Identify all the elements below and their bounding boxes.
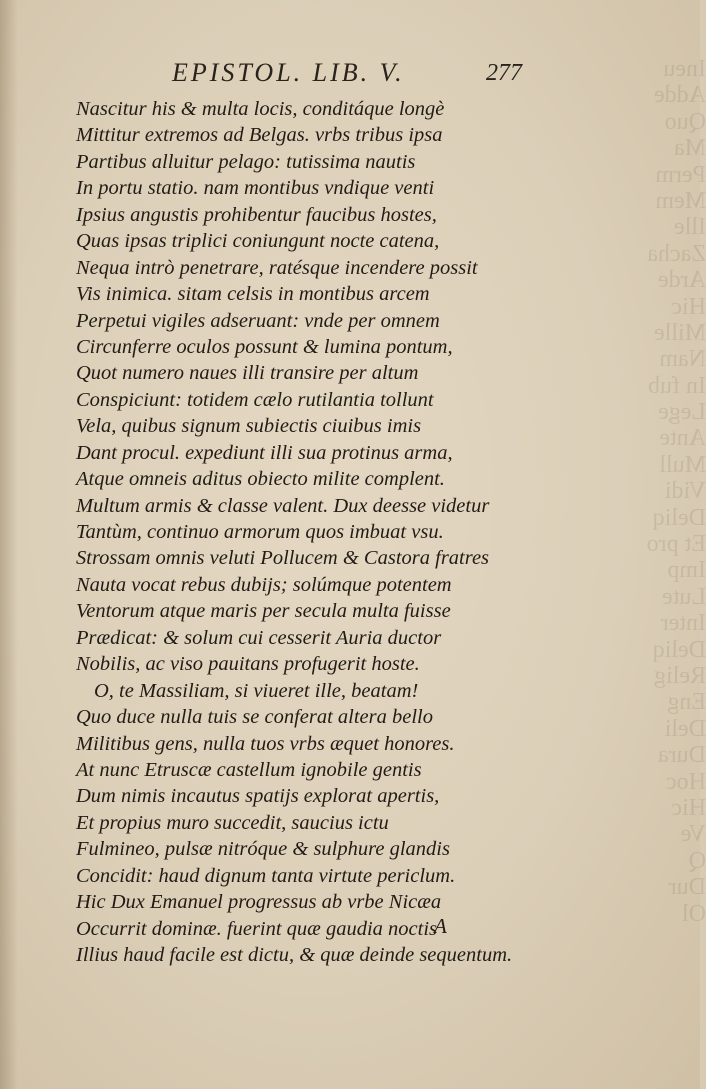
verse-line: Vela, quibus signum subiectis ciuibus imis bbox=[76, 415, 422, 438]
verse-line: Hic Dux Emanuel progressus ab vrbe Nicæa bbox=[76, 891, 442, 914]
verse-line: O, te Massiliam, si viueret ille, beatam! bbox=[94, 679, 419, 702]
running-head bbox=[0, 58, 700, 92]
verse-line: Perpetui vigiles adseruant: vnde per omnem bbox=[76, 309, 440, 332]
catchword: A bbox=[434, 914, 447, 938]
verse-line: Ventorum atque maris per secula multa fuisse bbox=[76, 600, 451, 623]
verse-line: In portu statio. nam montibus vndique venti bbox=[76, 177, 435, 200]
running-title: EPISTOL. LIB. V. bbox=[172, 58, 405, 87]
verse-line: Strossam omnis veluti Pollucem & Castora fratres bbox=[76, 547, 490, 570]
verse-line: Illius haud facile est dictu, & quæ deinde sequentum. bbox=[76, 944, 513, 966]
verse-line: Prædicat: & solum cui cesserit Auria ductor bbox=[76, 626, 442, 649]
gutter-shadow bbox=[0, 0, 18, 1089]
show-through-text: Ineu Adde Quo Ma Perm Mem Ille Zacha Arde Hic Mille Nam In fub Lege Ante Mull Vidi Deliq Et pro Imp Lute Inter Deliq Relig Eng Deli Dura Hoc Hic Ve Q Dur Ol bbox=[646, 56, 706, 927]
verse-line: Vis inimica. sitam celsis in montibus arcem bbox=[76, 283, 430, 306]
verse-line: Nauta vocat rebus dubijs; solúmque potentem bbox=[76, 573, 452, 596]
verse-line: Nascitur his & multa locis, conditáque longè bbox=[76, 98, 445, 120]
verse-line: Fulmineo, pulsæ nitróque & sulphure glandis bbox=[76, 838, 450, 861]
verse-line: Circunferre oculos possunt & lumina pontum, bbox=[76, 335, 453, 358]
verse-line: Militibus gens, nulla tuos vrbs æquet honores. bbox=[76, 732, 455, 755]
verse-line: Quo duce nulla tuis se conferat altera bello bbox=[76, 706, 433, 729]
page-number: 277 bbox=[486, 60, 522, 86]
verse-line: Mittitur extremos ad Belgas. vrbs tribus ipsa bbox=[76, 124, 443, 147]
verse-line: Conspiciunt: totidem cælo rutilantia tollunt bbox=[76, 388, 434, 411]
verse-line: Ipsius angustis prohibentur faucibus hostes, bbox=[76, 203, 437, 226]
verse-line: Dum nimis incautus spatijs explorat apertis, bbox=[76, 785, 440, 808]
verse-line: Dant procul. expediunt illi sua protinus arma, bbox=[76, 441, 453, 464]
verse-line: Nequa intrò penetrare, ratésque incendere possit bbox=[76, 256, 478, 279]
verse-line: Quot numero naues illi transire per altum bbox=[76, 362, 419, 385]
verse-line: Occurrit dominæ. fuerint quæ gaudia noctis bbox=[76, 917, 438, 940]
verse-line: Concidit: haud dignum tanta virtute periclum. bbox=[76, 864, 456, 887]
verse-line: Quas ipsas triplici coniungunt nocte catena, bbox=[76, 230, 440, 253]
verse-line: At nunc Etruscæ castellum ignobile gentis bbox=[76, 758, 422, 781]
verse-line: Atque omneis aditus obiecto milite complent. bbox=[76, 468, 445, 491]
verse-block bbox=[76, 96, 516, 968]
verse-line: Et propius muro succedit, saucius ictu bbox=[76, 811, 389, 834]
verse-line: Multum armis & classe valent. Dux deesse videtur bbox=[76, 494, 490, 517]
verse-line: Nobilis, ac viso pauitans profugerit hoste. bbox=[76, 653, 420, 676]
verse-line: Tantùm, continuo armorum quos imbuat vsu. bbox=[76, 521, 444, 543]
verse-line: Partibus alluitur pelago: tutissima nautis bbox=[76, 150, 416, 173]
